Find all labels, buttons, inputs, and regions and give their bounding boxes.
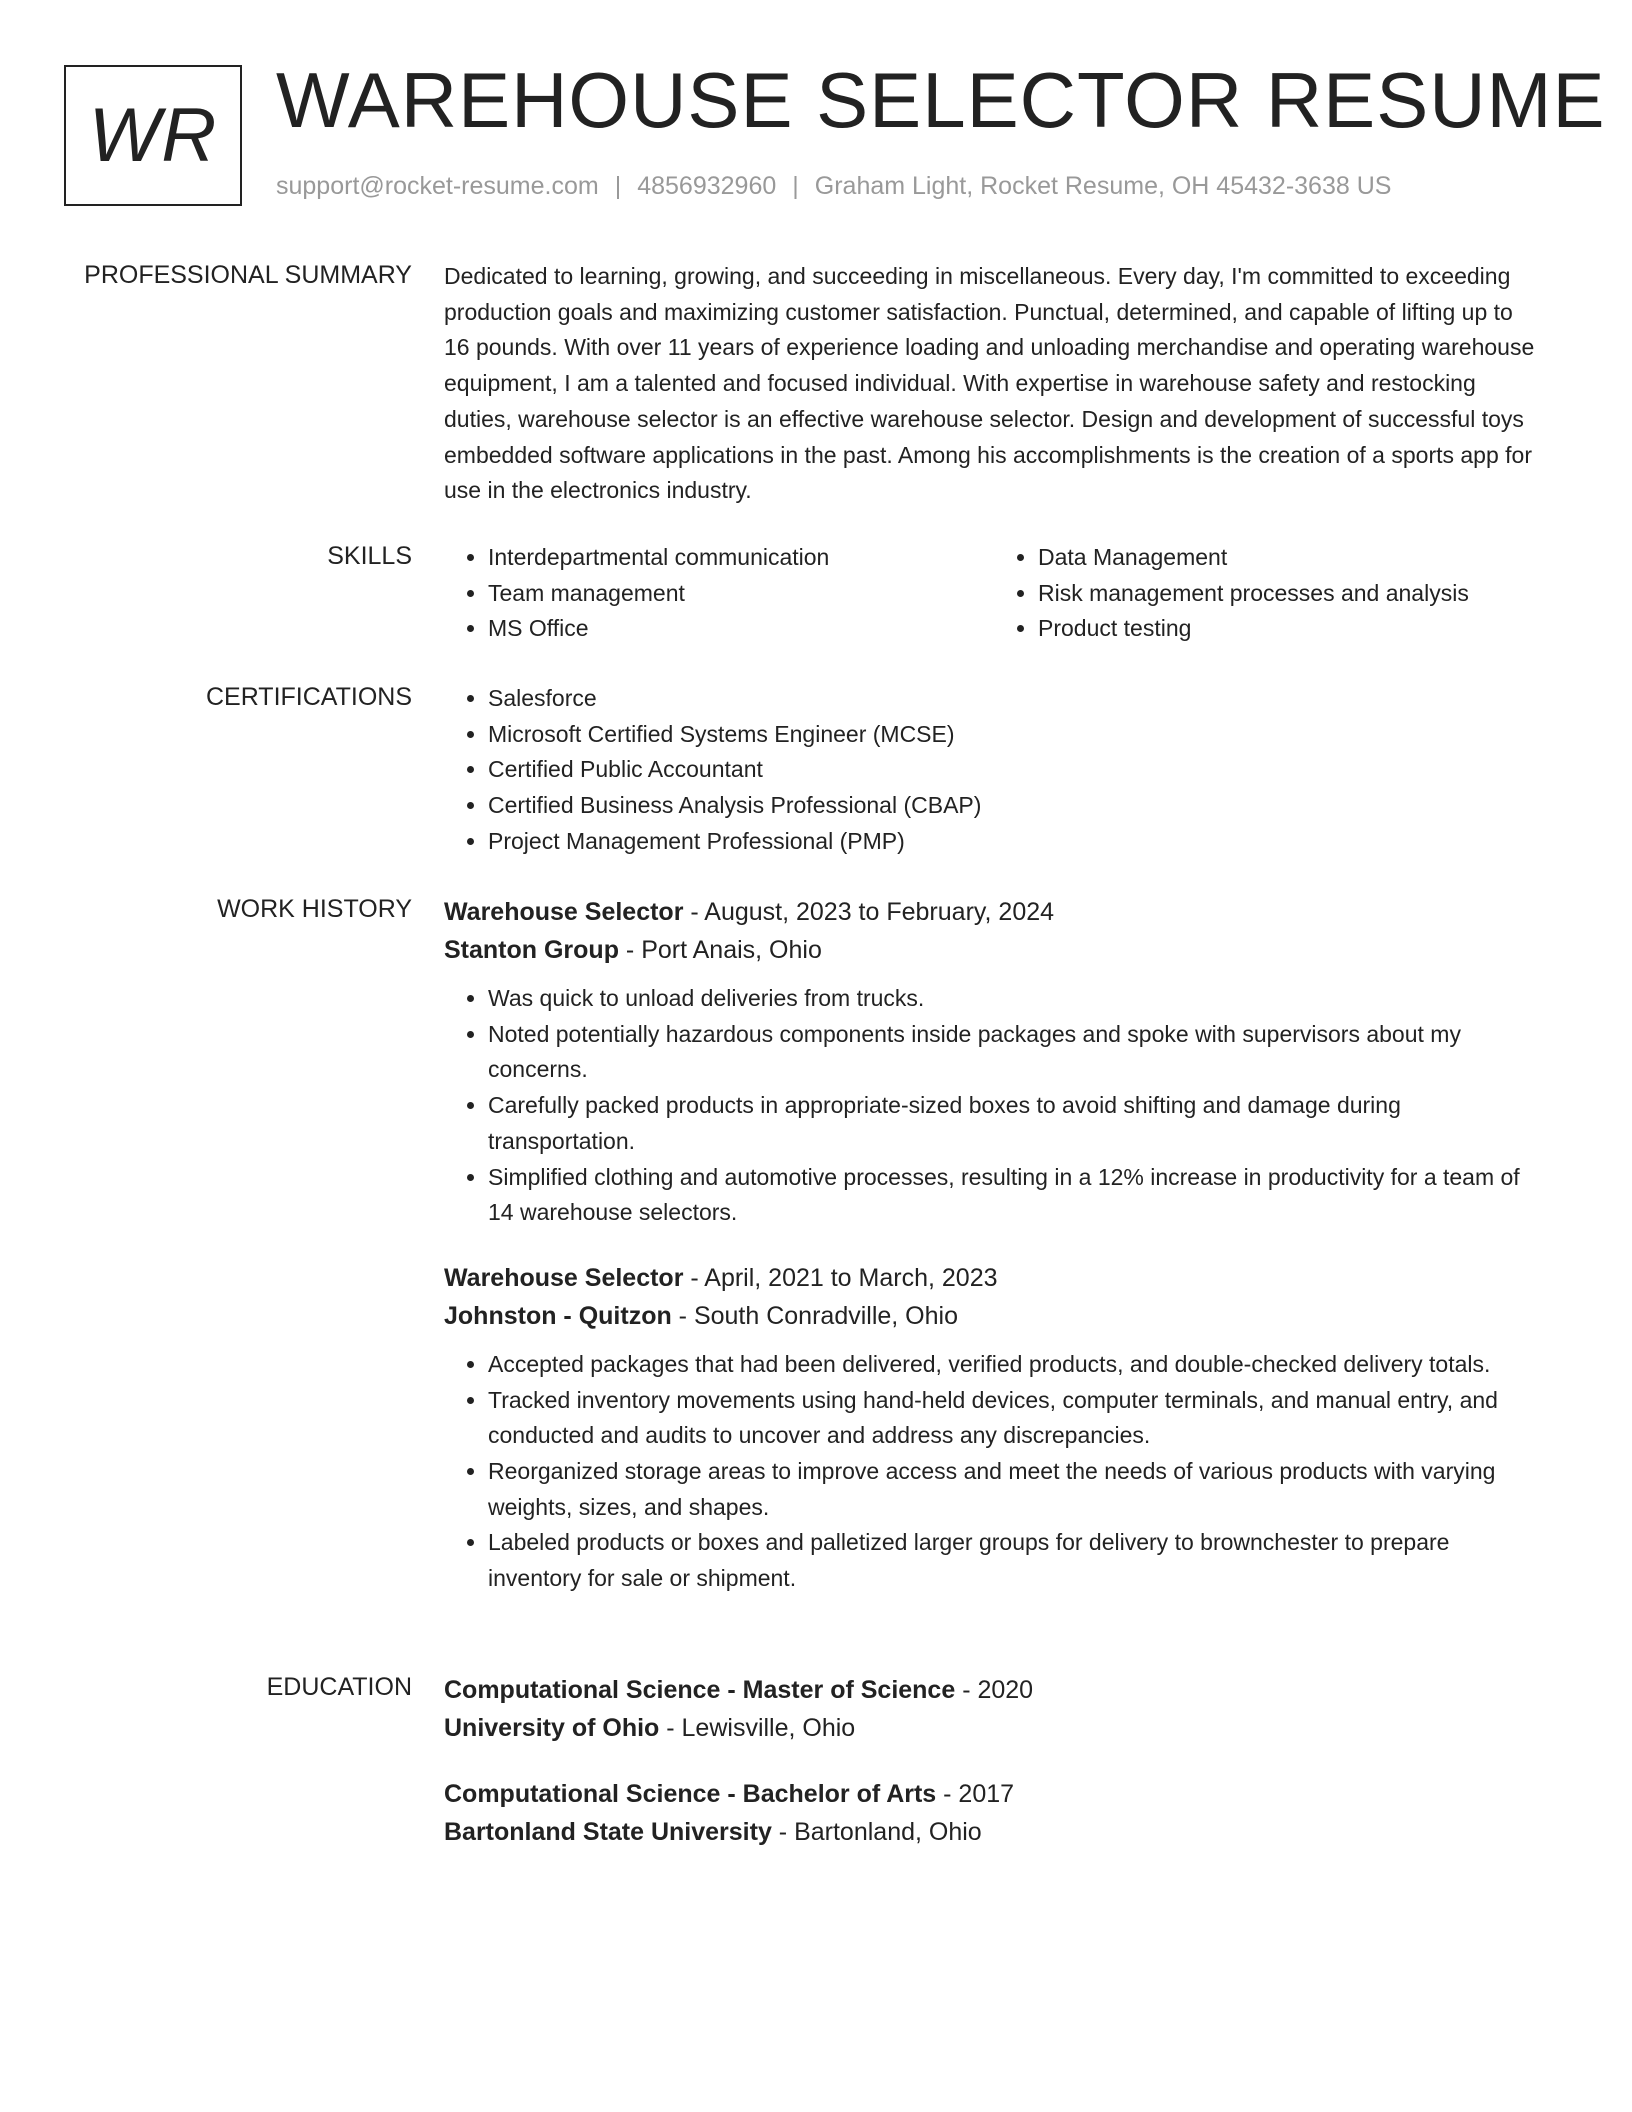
list-item: • Labeled products or boxes and palletized larger groups for delivery to brownchester to prepare inventory for sale or shipment. [488,1525,1544,1596]
list-item: • Noted potentially hazardous components inside packages and spoke with supervisors about my concerns. [488,1017,1544,1088]
contact-separator: | [792,172,799,200]
job-entry [444,893,1544,1231]
job-company-line [444,931,1544,969]
monogram-initials: WR [88,93,218,178]
list-item: • Reorganized storage areas to improve access and meet the needs of various products with varying weights, sizes, and shapes. [488,1454,1544,1525]
list-item: • Salesforce [488,681,1544,717]
list-item: • Risk management processes and analysis [1038,576,1544,612]
job-company-line [444,1297,1544,1335]
section-body [444,259,1544,509]
school-line [444,1813,1544,1851]
list-item: • Tracked inventory movements using hand-held devices, computer terminals, and manual entry, and conducted and audits to uncover and address any discrepancies. [488,1383,1544,1454]
job-entry [444,1259,1544,1597]
list-item: • Was quick to unload deliveries from trucks. [488,981,1544,1017]
contact-email[interactable]: support@rocket-resume.com [276,172,599,200]
job-title: Warehouse Selector [444,898,684,926]
section-label: CERTIFICATIONS [205,683,412,711]
section-label: EDUCATION [266,1673,412,1701]
job-company: Stanton Group [444,936,619,964]
list-item: • Project Management Professional (PMP) [488,824,1544,860]
job-title-line [444,1259,1544,1297]
list-item: • Microsoft Certified Systems Engineer (MCSE) [488,717,1544,753]
list-item: • Product testing [1038,611,1544,647]
school: Bartonland State University [444,1818,772,1846]
contact-address: Graham Light, Rocket Resume, OH 45432-3638 US [814,172,1392,200]
list-item: • Simplified clothing and automotive processes, resulting in a 12% increase in productivity for a team of 14 warehouse selectors. [488,1160,1544,1231]
job-duties-list [444,1347,1544,1597]
school-location: - Bartonland, Ohio [771,1818,982,1846]
job-dates: - August, 2023 to February, 2024 [683,898,1055,926]
contact-phone[interactable]: 4856932960 [637,172,777,200]
school-location: - Lewisville, Ohio [659,1714,856,1742]
degree-year: - 2020 [955,1676,1034,1704]
degree: Computational Science - Bachelor of Arts [444,1780,937,1808]
certifications-list [444,681,1544,860]
resume-title: WAREHOUSE SELECTOR RESUME [276,56,1606,144]
summary-text: Dedicated to learning, growing, and succeeding in miscellaneous. Every day, I'm committed to exceeding production goals and maximizing customer satisfaction. Punctual, determined, and capable of lifting up to 16 pounds. With over 11 years of experience loading and unloading merchandise and operating warehouse equipment, I am a talented and focused individual. With expertise in warehouse safety and restocking duties, warehouse selector is an effective warehouse selector. Design and development of successful toys embedded software applications in the past. Among his accomplishments is the creation of a sports app for use in the electronics industry. [444,263,1535,504]
section-label: PROFESSIONAL SUMMARY [84,261,412,289]
school-line [444,1709,1544,1747]
job-title: Warehouse Selector [444,1263,684,1292]
job-duties-list [444,981,1544,1231]
contact-line [276,172,1391,201]
job-location: - South Conradville, Ohio [671,1301,958,1330]
degree-year: - 2017 [936,1780,1015,1808]
job-title-line [444,893,1544,931]
list-item: • Interdepartmental communication [488,540,994,576]
list-item: • Data Management [1038,540,1544,576]
degree-line [444,1671,1544,1709]
skills-columns [444,540,1544,647]
list-item: • Carefully packed products in appropriate-sized boxes to avoid shifting and damage during transportation. [488,1088,1544,1159]
section-label: SKILLS [327,542,412,570]
list-item: • Certified Public Accountant [488,752,1544,788]
section-body [444,1671,1544,1879]
monogram-box [64,65,242,206]
job-dates: - April, 2021 to March, 2023 [683,1263,998,1292]
skills-list-left [444,540,994,647]
skills-list-right [994,540,1544,647]
list-item: • Certified Business Analysis Professional (CBAP) [488,788,1544,824]
job-location: - Port Anais, Ohio [618,936,822,964]
school: University of Ohio [444,1714,660,1742]
list-item: • MS Office [488,611,994,647]
degree: Computational Science - Master of Science [444,1676,956,1704]
list-item: • Team management [488,576,994,612]
list-item: • Accepted packages that had been delivered, verified products, and double-checked delivery totals. [488,1347,1544,1383]
section-label: WORK HISTORY [217,895,412,923]
section-body [444,893,1544,1625]
education-entry [444,1775,1544,1851]
degree-line [444,1775,1544,1813]
section-body [444,681,1544,860]
education-entry [444,1671,1544,1747]
contact-separator: | [614,172,622,200]
job-company: Johnston - Quitzon [444,1301,672,1330]
